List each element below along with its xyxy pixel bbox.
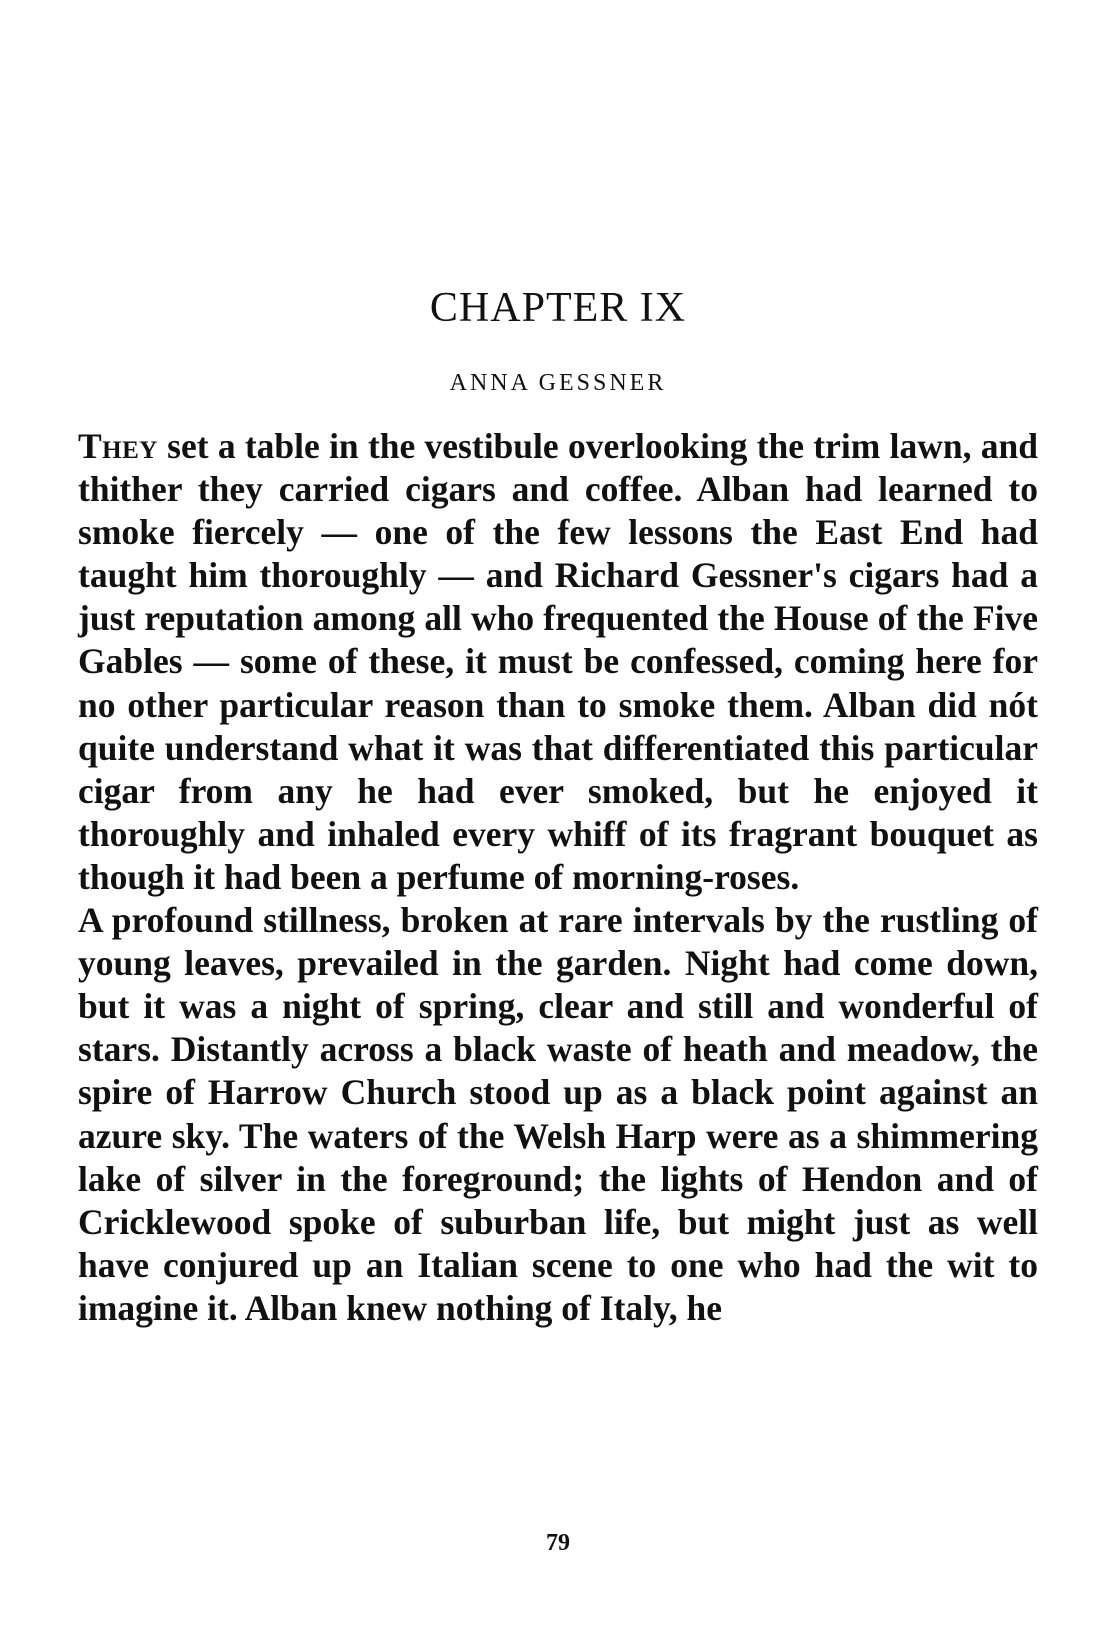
paragraph-1: [78, 425, 1038, 899]
paragraph-2: [78, 899, 1038, 1330]
page-number: 79: [546, 1530, 570, 1556]
paragraph-lead-word: They: [78, 426, 158, 466]
paragraph-1-text: set a table in the vestibule overlooking the trim lawn, and thither they carried cigars and coffee. Alban had learned to smoke fiercely — one of the few lessons the East End had taught him thoroughly — and Richard Gessner's cigars had a just reputation among all who frequented the House of the Five Gables — some of these, it must be confessed, coming here for no other particular reason than to smoke them. Alban did nót quite understand what it was that differentiated this particular cigar from any he had ever smoked, but he enjoyed it thoroughly and inhaled every whiff of its fragrant bouquet as though it had been a perfume of morning-roses.: [78, 426, 1038, 897]
book-page: [78, 0, 1038, 1638]
chapter-body: [78, 425, 1038, 1330]
paragraph-2-text: A profound stillness, broken at rare intervals by the rustling of young leaves, prevailed in the garden. Night had come down, but it was a night of spring, clear and still and wonderful of stars. Distantly across a black waste of heath and meadow, the spire of Harrow Church stood up as a black point against an azure sky. The waters of the Welsh Harp were as a shimmering lake of silver in the foreground; the lights of Hendon and of Cricklewood spoke of suburban life, but might just as well have conjured up an Italian scene to one who had the wit to imagine it. Alban knew nothing of Italy, he: [78, 900, 1038, 1328]
chapter-title: ANNA GESSNER: [449, 370, 667, 396]
chapter-number: CHAPTER IX: [429, 285, 687, 331]
